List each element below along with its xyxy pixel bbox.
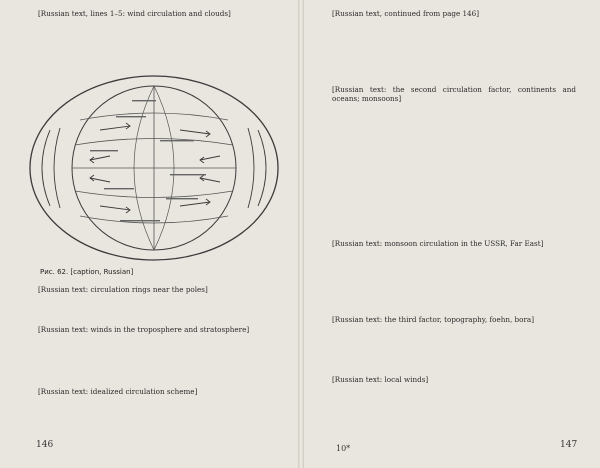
left-paragraph-3: [Russian text: idealized circulation scheme]: [38, 388, 198, 396]
left-top-paragraph: [Russian text, lines 1–5: wind circulation and clouds]: [38, 10, 231, 18]
figure-label-marks: [90, 100, 206, 221]
left-page: [0, 0, 298, 468]
atmospheric-circulation-figure: [20, 70, 288, 266]
signature-mark: 10*: [336, 444, 351, 453]
circulation-loop: [42, 130, 50, 206]
left-paragraph-2: [Russian text: winds in the troposphere and stratosphere]: [38, 326, 250, 334]
circulation-loop: [54, 128, 60, 208]
circulation-loop: [258, 130, 266, 206]
right-paragraph-2: [Russian text: the second circulation factor, continents and oceans; monsoons]: [332, 86, 576, 103]
page-number-left: 146: [36, 440, 54, 450]
right-paragraph-3: [Russian text: monsoon circulation in the USSR, Far East]: [332, 240, 544, 248]
page-number-right: 147: [560, 440, 578, 450]
right-paragraph-1: [Russian text, continued from page 146]: [332, 10, 480, 18]
left-paragraph-1: [Russian text: circulation rings near the poles]: [38, 286, 208, 294]
right-page: [304, 0, 600, 468]
right-paragraph-4: [Russian text: the third factor, topography, foehn, bora]: [332, 316, 534, 324]
figure-caption: Рис. 62. [caption, Russian]: [40, 268, 134, 276]
right-paragraph-5: [Russian text: local winds]: [332, 376, 429, 384]
circulation-loop: [248, 128, 254, 208]
